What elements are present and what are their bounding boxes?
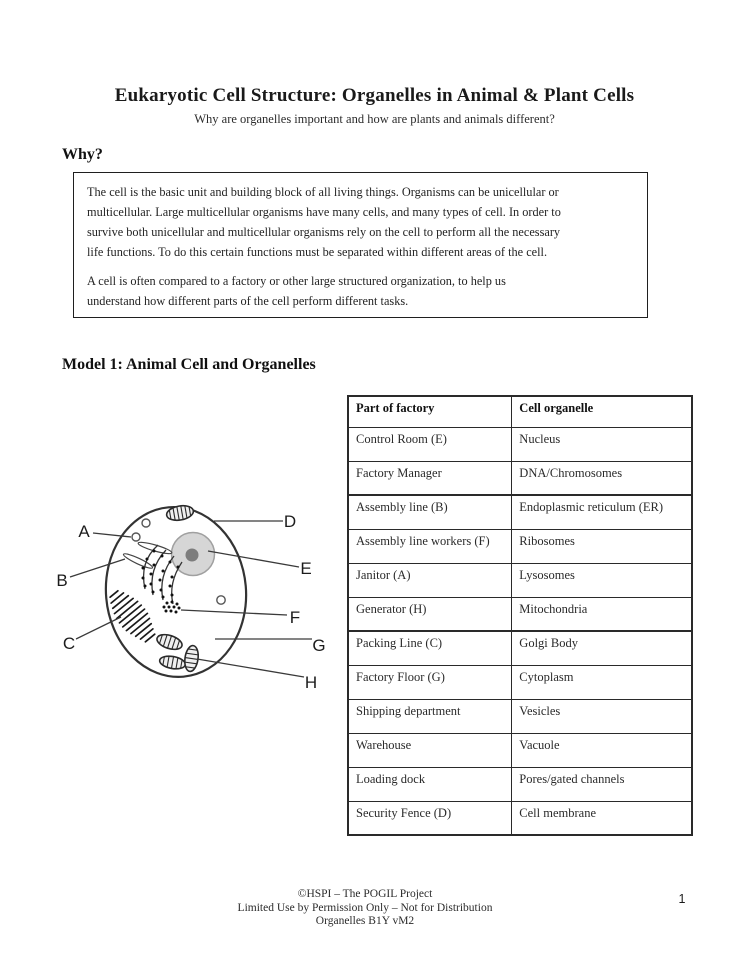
nucleolus [186, 549, 199, 562]
organelle-cell: Vesicles [512, 699, 692, 733]
organelle-cell: Pores/gated channels [512, 767, 692, 801]
header-part-of-factory: Part of factory [348, 396, 512, 427]
why-paragraph-line: understand how different parts of the cell perform different tasks. [87, 294, 409, 308]
diagram-label-f: F [289, 608, 301, 627]
animal-cell-diagram [50, 493, 335, 703]
factory-cell: Factory Floor (G) [348, 665, 512, 699]
diagram-label-g: G [312, 636, 326, 655]
table-row [348, 767, 692, 801]
table-row [348, 597, 692, 631]
why-heading: Why? [62, 146, 103, 163]
lysosome-vesicle [217, 596, 225, 604]
table-row [348, 495, 692, 529]
diagram-label-b: B [56, 571, 68, 590]
organelle-cell: Mitochondria [512, 597, 692, 631]
factory-cell: Security Fence (D) [348, 801, 512, 835]
why-paragraph-line: life functions. To do this certain functions must be separated within different areas of the cell. [87, 245, 548, 259]
why-paragraph-line: survive both unicellular and multicellular organisms rely on the cell to perform all the necessary [87, 225, 561, 239]
organelle-cell: Cytoplasm [512, 665, 692, 699]
organelle-table [347, 395, 693, 836]
table-row [348, 733, 692, 767]
footer-doc-code: Organelles B1Y vM2 [315, 915, 415, 927]
diagram-label-h: H [304, 673, 318, 692]
organelle-cell: Nucleus [512, 427, 692, 461]
table-header-row [348, 396, 692, 427]
table-row [348, 665, 692, 699]
table-row [348, 529, 692, 563]
table-row [348, 631, 692, 665]
organelle-cell: Endoplasmic reticulum (ER) [512, 495, 692, 529]
table-row [348, 563, 692, 597]
cell-membrane [99, 501, 253, 683]
factory-cell: Warehouse [348, 733, 512, 767]
diagram-label-a: A [78, 522, 90, 541]
organelle-cell: Ribosomes [512, 529, 692, 563]
footer-permission: Limited Use by Permission Only – Not for Distribution [237, 901, 493, 914]
diagram-label-d: D [283, 512, 297, 531]
leader-line-h [197, 659, 304, 677]
table-row [348, 461, 692, 495]
page-subtitle: Why are organelles important and how are plants and animals different? [194, 112, 555, 126]
organelle-cell: Cell membrane [512, 801, 692, 835]
page-title: Eukaryotic Cell Structure: Organelles in Animal & Plant Cells [114, 85, 635, 106]
page-number: 1 [678, 892, 686, 906]
organelle-cell: Lysosomes [512, 563, 692, 597]
factory-cell: Factory Manager [348, 461, 512, 495]
diagram-label-e: E [300, 559, 312, 578]
page-footer [70, 888, 660, 929]
table-row [348, 801, 692, 835]
why-text-box [73, 172, 648, 318]
organelle-cell: Golgi Body [512, 631, 692, 665]
why-paragraph-line: multicellular. Large multicellular organisms have many cells, and many types of cell. In order to [87, 205, 561, 219]
organelle-cell: DNA/Chromosomes [512, 461, 692, 495]
table-row [348, 699, 692, 733]
paragraph-gap [87, 262, 635, 271]
factory-cell: Assembly line (B) [348, 495, 512, 529]
model1-heading: Model 1: Animal Cell and Organelles [62, 356, 316, 373]
factory-cell: Janitor (A) [348, 563, 512, 597]
lysosome-vesicle [142, 519, 150, 527]
factory-cell: Generator (H) [348, 597, 512, 631]
footer-copyright: ©HSPI – The POGIL Project [297, 888, 433, 900]
table-row [348, 427, 692, 461]
factory-cell: Loading dock [348, 767, 512, 801]
lysosome-vesicle [132, 533, 140, 541]
why-paragraph-line: The cell is the basic unit and building block of all living things. Organisms can be unicellular or [87, 185, 559, 199]
factory-cell: Control Room (E) [348, 427, 512, 461]
why-paragraph-line: A cell is often compared to a factory or other large structured organization, to help us [87, 274, 506, 288]
factory-cell: Assembly line workers (F) [348, 529, 512, 563]
organelle-cell: Vacuole [512, 733, 692, 767]
header-cell-organelle: Cell organelle [512, 396, 692, 427]
factory-cell: Packing Line (C) [348, 631, 512, 665]
diagram-label-c: C [62, 634, 76, 653]
factory-cell: Shipping department [348, 699, 512, 733]
